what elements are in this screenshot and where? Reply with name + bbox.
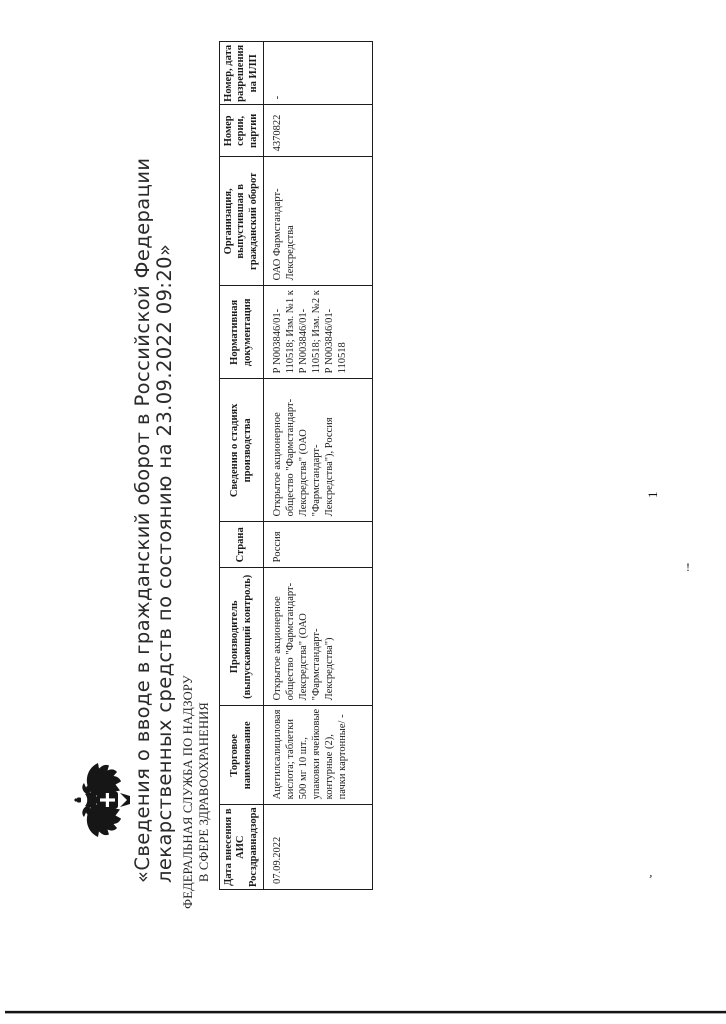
scan-artifact-mark: ’ xyxy=(646,871,654,887)
table-cell-0-5: Р N003846/01-110518; Изм. №1 к Р N003846/01-110518; Изм. №2 к Р N003846/01-110518 xyxy=(264,286,373,379)
scan-edge-line xyxy=(5,1011,726,1013)
column-header-6: Организация, выпустившая в гражданский оборот xyxy=(220,157,264,286)
column-header-4: Сведения о стадиях производства xyxy=(220,379,264,522)
page-number: 1 xyxy=(645,491,660,498)
table-cell-0-7: 4370822 xyxy=(264,105,373,157)
column-header-5: Нормативная документация xyxy=(220,286,264,379)
column-header-3: Страна xyxy=(220,522,264,568)
table-cell-0-2: Открытое акционерное общество "Фармстандарт-Лексредства" (ОАО "Фармстандарт-Лексредства") xyxy=(264,568,373,706)
agency-name xyxy=(180,672,212,912)
table-cell-0-4: Открытое акционерное общество "Фармстандарт-Лексредства" (ОАО "Фармстандарт-Лексредства"), Россия xyxy=(264,379,373,522)
eagle-emblem-icon xyxy=(73,760,137,840)
table-cell-0-6: ОАО Фармстандарт-Лексредства xyxy=(264,157,373,286)
table-body xyxy=(264,42,373,890)
agency-name-line2: В СФЕРЕ ЗДРАВООХРАНЕНИЯ xyxy=(197,702,211,882)
drug-circulation-table xyxy=(219,41,373,890)
scan-artifact-mark: ! xyxy=(686,560,690,574)
document-title-line2: лекарственных средств по состоянию на 23.09.2022 09:20» xyxy=(153,243,176,883)
table-cell-0-8: - xyxy=(264,42,373,105)
agency-name-line1: ФЕДЕРАЛЬНАЯ СЛУЖБА ПО НАДЗОРУ xyxy=(181,675,195,909)
column-header-2: Производитель (выпускающий контроль) xyxy=(220,568,264,706)
table-cell-0-3: Россия xyxy=(264,522,373,568)
table-row xyxy=(264,42,373,890)
document-title xyxy=(132,143,176,883)
table-cell-0-1: Ацетилсалициловая кислота; таблетки 500 мг 10 шт., упаковки ячейковые контурные (2), пачки картонные/ - xyxy=(264,706,373,805)
column-header-1: Торговое наименование xyxy=(220,706,264,805)
document-title-line1: «Сведения о вводе в гражданский оборот в Российской Федерации xyxy=(131,157,154,883)
table-header-row xyxy=(220,42,264,890)
column-header-0: Дата внесения в АИС Росздравнадзора xyxy=(220,805,264,890)
column-header-8: Номер, дата разрешения на ИЛП xyxy=(220,42,264,105)
table-cell-0-0: 07.09.2022 xyxy=(264,805,373,890)
column-header-7: Номер серии, партии xyxy=(220,105,264,157)
